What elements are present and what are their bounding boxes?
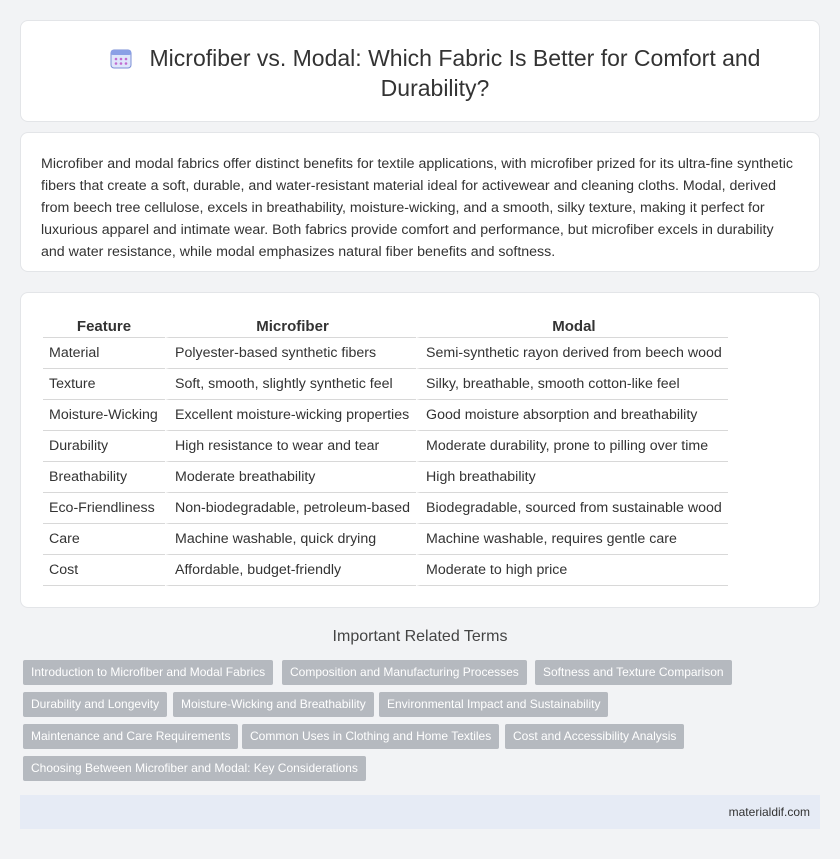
feature-cell: Durability xyxy=(43,431,165,462)
header-modal: Modal xyxy=(416,313,728,338)
feature-cell: Moisture-Wicking xyxy=(43,400,165,431)
table-row xyxy=(43,400,728,431)
calendar-icon xyxy=(110,47,132,69)
footer-site-link[interactable]: materialdif.com xyxy=(728,805,810,819)
table-row xyxy=(43,555,728,586)
microfiber-cell: Machine washable, quick drying xyxy=(165,524,416,555)
modal-cell: Silky, breathable, smooth cotton-like feel xyxy=(416,369,728,400)
feature-cell: Breathability xyxy=(43,462,165,493)
table-row xyxy=(43,524,728,555)
table-row xyxy=(43,493,728,524)
modal-cell: Biodegradable, sourced from sustainable wood xyxy=(416,493,728,524)
modal-cell: Semi-synthetic rayon derived from beech wood xyxy=(416,338,728,369)
modal-cell: Moderate to high price xyxy=(416,555,728,586)
related-term-tag[interactable]: Environmental Impact and Sustainability xyxy=(379,692,608,717)
related-term-tag[interactable]: Choosing Between Microfiber and Modal: Key Considerations xyxy=(23,756,366,781)
feature-cell: Eco-Friendliness xyxy=(43,493,165,524)
feature-cell: Care xyxy=(43,524,165,555)
related-term-tag[interactable]: Durability and Longevity xyxy=(23,692,167,717)
microfiber-cell: Affordable, budget-friendly xyxy=(165,555,416,586)
page-title-text: Microfiber vs. Modal: Which Fabric Is Better for Comfort and Durability? xyxy=(149,45,761,101)
related-term-tag[interactable]: Cost and Accessibility Analysis xyxy=(505,724,684,749)
header-feature: Feature xyxy=(43,313,165,338)
related-terms-heading: Important Related Terms xyxy=(332,628,508,645)
related-term-tag[interactable]: Maintenance and Care Requirements xyxy=(23,724,238,749)
page-title xyxy=(81,43,789,103)
modal-cell: High breathability xyxy=(416,462,728,493)
modal-cell: Machine washable, requires gentle care xyxy=(416,524,728,555)
modal-cell: Moderate durability, prone to pilling over time xyxy=(416,431,728,462)
microfiber-cell: Moderate breathability xyxy=(165,462,416,493)
microfiber-cell: Non-biodegradable, petroleum-based xyxy=(165,493,416,524)
comparison-table xyxy=(43,313,728,586)
microfiber-cell: High resistance to wear and tear xyxy=(165,431,416,462)
summary-card xyxy=(20,132,820,272)
feature-cell: Cost xyxy=(43,555,165,586)
related-term-tag[interactable]: Composition and Manufacturing Processes xyxy=(282,660,527,685)
microfiber-cell: Soft, smooth, slightly synthetic feel xyxy=(165,369,416,400)
table-row xyxy=(43,462,728,493)
footer-bar xyxy=(20,795,820,829)
summary-paragraph: Microfiber and modal fabrics offer distinct benefits for textile applications, with microfiber prized for its ultra-fine synthetic fibers that create a soft, durable, and water-resistant material ideal for activewear and cleaning cloths. Modal, derived from beech tree cellulose, excels in breathability, moisture-wicking, and a smooth, silky texture, making it perfect for luxurious apparel and intimate wear. Both fabrics provide comfort and performance, but microfiber excels in durability and water resistance, while modal emphasizes natural fiber benefits and softness. xyxy=(41,156,793,260)
microfiber-cell: Polyester-based synthetic fibers xyxy=(165,338,416,369)
table-header-row xyxy=(43,313,728,338)
feature-cell: Texture xyxy=(43,369,165,400)
feature-cell: Material xyxy=(43,338,165,369)
table-row xyxy=(43,369,728,400)
header-microfiber: Microfiber xyxy=(165,313,416,338)
related-term-tag[interactable]: Moisture-Wicking and Breathability xyxy=(173,692,374,717)
related-term-tag[interactable]: Softness and Texture Comparison xyxy=(535,660,732,685)
comparison-table-card xyxy=(20,292,820,608)
table-row xyxy=(43,338,728,369)
microfiber-cell: Excellent moisture-wicking properties xyxy=(165,400,416,431)
table-row xyxy=(43,431,728,462)
modal-cell: Good moisture absorption and breathability xyxy=(416,400,728,431)
related-term-tag[interactable]: Introduction to Microfiber and Modal Fabrics xyxy=(23,660,273,685)
header-card xyxy=(20,20,820,122)
related-term-tag[interactable]: Common Uses in Clothing and Home Textiles xyxy=(242,724,499,749)
